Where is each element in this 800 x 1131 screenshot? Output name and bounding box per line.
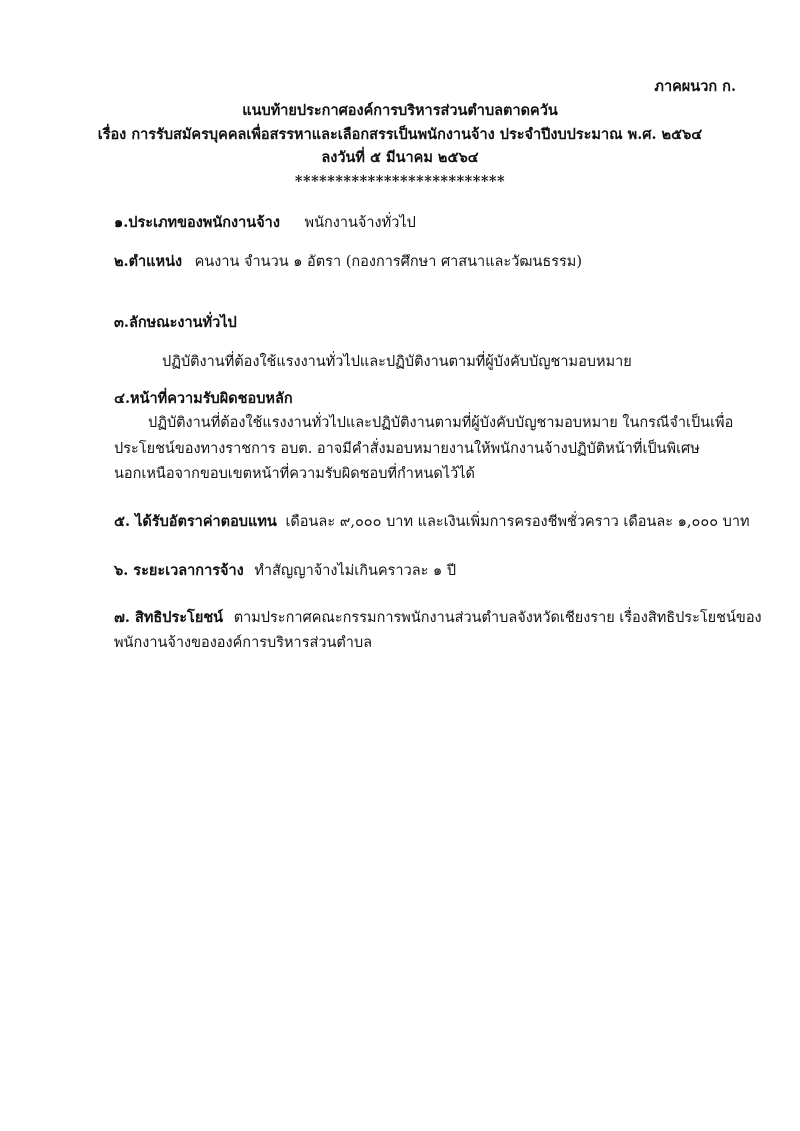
section-title: ๑.ประเภทของพนักงานจ้าง <box>114 214 280 231</box>
section-employment-period <box>114 564 456 579</box>
appendix-label: ภาคผนวก ก. <box>654 78 736 95</box>
section-text: พนักงานจ้างทั่วไป <box>304 215 416 231</box>
section-text: เดือนละ ๙,๐๐๐ บาท และเงินเพิ่มการครองชีพชั่วคราว เดือนละ ๑,๐๐๐ บาท <box>285 514 750 530</box>
section-text: ทำสัญญาจ้างไม่เกินคราวละ ๑ ปี <box>254 563 457 579</box>
section-general-duties-title: ๓.ลักษณะงานทั่วไป <box>114 314 237 331</box>
section-text: ตามประกาศคณะกรรมการพนักงานส่วนตำบลจังหวัดเชียงราย เรื่องสิทธิประโยชน์ของ <box>233 610 762 626</box>
section-title: ๒.ตำแหน่ง <box>114 253 183 270</box>
section-compensation <box>114 515 750 530</box>
section-title: ๕. ได้รับอัตราค่าตอบแทน <box>114 513 277 530</box>
section-title: ๖. ระยะเวลาการจ้าง <box>114 562 244 579</box>
header-divider: ************************** <box>294 173 506 190</box>
header-subject: เรื่อง การรับสมัครบุคคลเพื่อสรรหาและเลือกสรรเป็นพนักงานจ้าง ประจำปีงบประมาณ พ.ศ. ๒๕๖๔ <box>97 126 703 143</box>
section-text: คนงาน จำนวน ๑ อัตรา (กองการศึกษา ศาสนาและวัฒนธรรม) <box>194 254 583 270</box>
section-general-duties-text: ปฏิบัติงานที่ต้องใช้แรงงานทั่วไปและปฏิบัติงานตามที่ผู้บังคับบัญชามอบหมาย <box>162 354 632 370</box>
section-title: ๗. สิทธิประโยชน์ <box>114 609 224 626</box>
section-responsibilities-line3: นอกเหนือจากขอบเขตหน้าที่ความรับผิดชอบที่กำหนดไว้ได้ <box>114 466 475 482</box>
section-benefits <box>114 611 762 626</box>
section-employee-type <box>114 216 416 231</box>
section-position <box>114 255 582 270</box>
section-responsibilities-line2: ประโยชน์ของทางราชการ อบต. อาจมีคำสั่งมอบหมายงานให้พนักงานจ้างปฏิบัติหน้าที่เป็นพิเศษ <box>114 441 700 457</box>
header-title: แนบท้ายประกาศองค์การบริหารส่วนตำบลตาดควัน <box>242 102 558 119</box>
section-benefits-line2: พนักงานจ้างขององค์การบริหารส่วนตำบล <box>114 635 373 651</box>
section-responsibilities-line1: ปฏิบัติงานที่ต้องใช้แรงงานทั่วไปและปฏิบัติงานตามที่ผู้บังคับบัญชามอบหมาย ในกรณีจำเป็นเพื่อ <box>148 415 734 431</box>
header-date: ลงวันที่ ๕ มีนาคม ๒๕๖๔ <box>321 149 479 166</box>
section-responsibilities-title: ๔.หน้าที่ความรับผิดชอบหลัก <box>114 390 293 407</box>
